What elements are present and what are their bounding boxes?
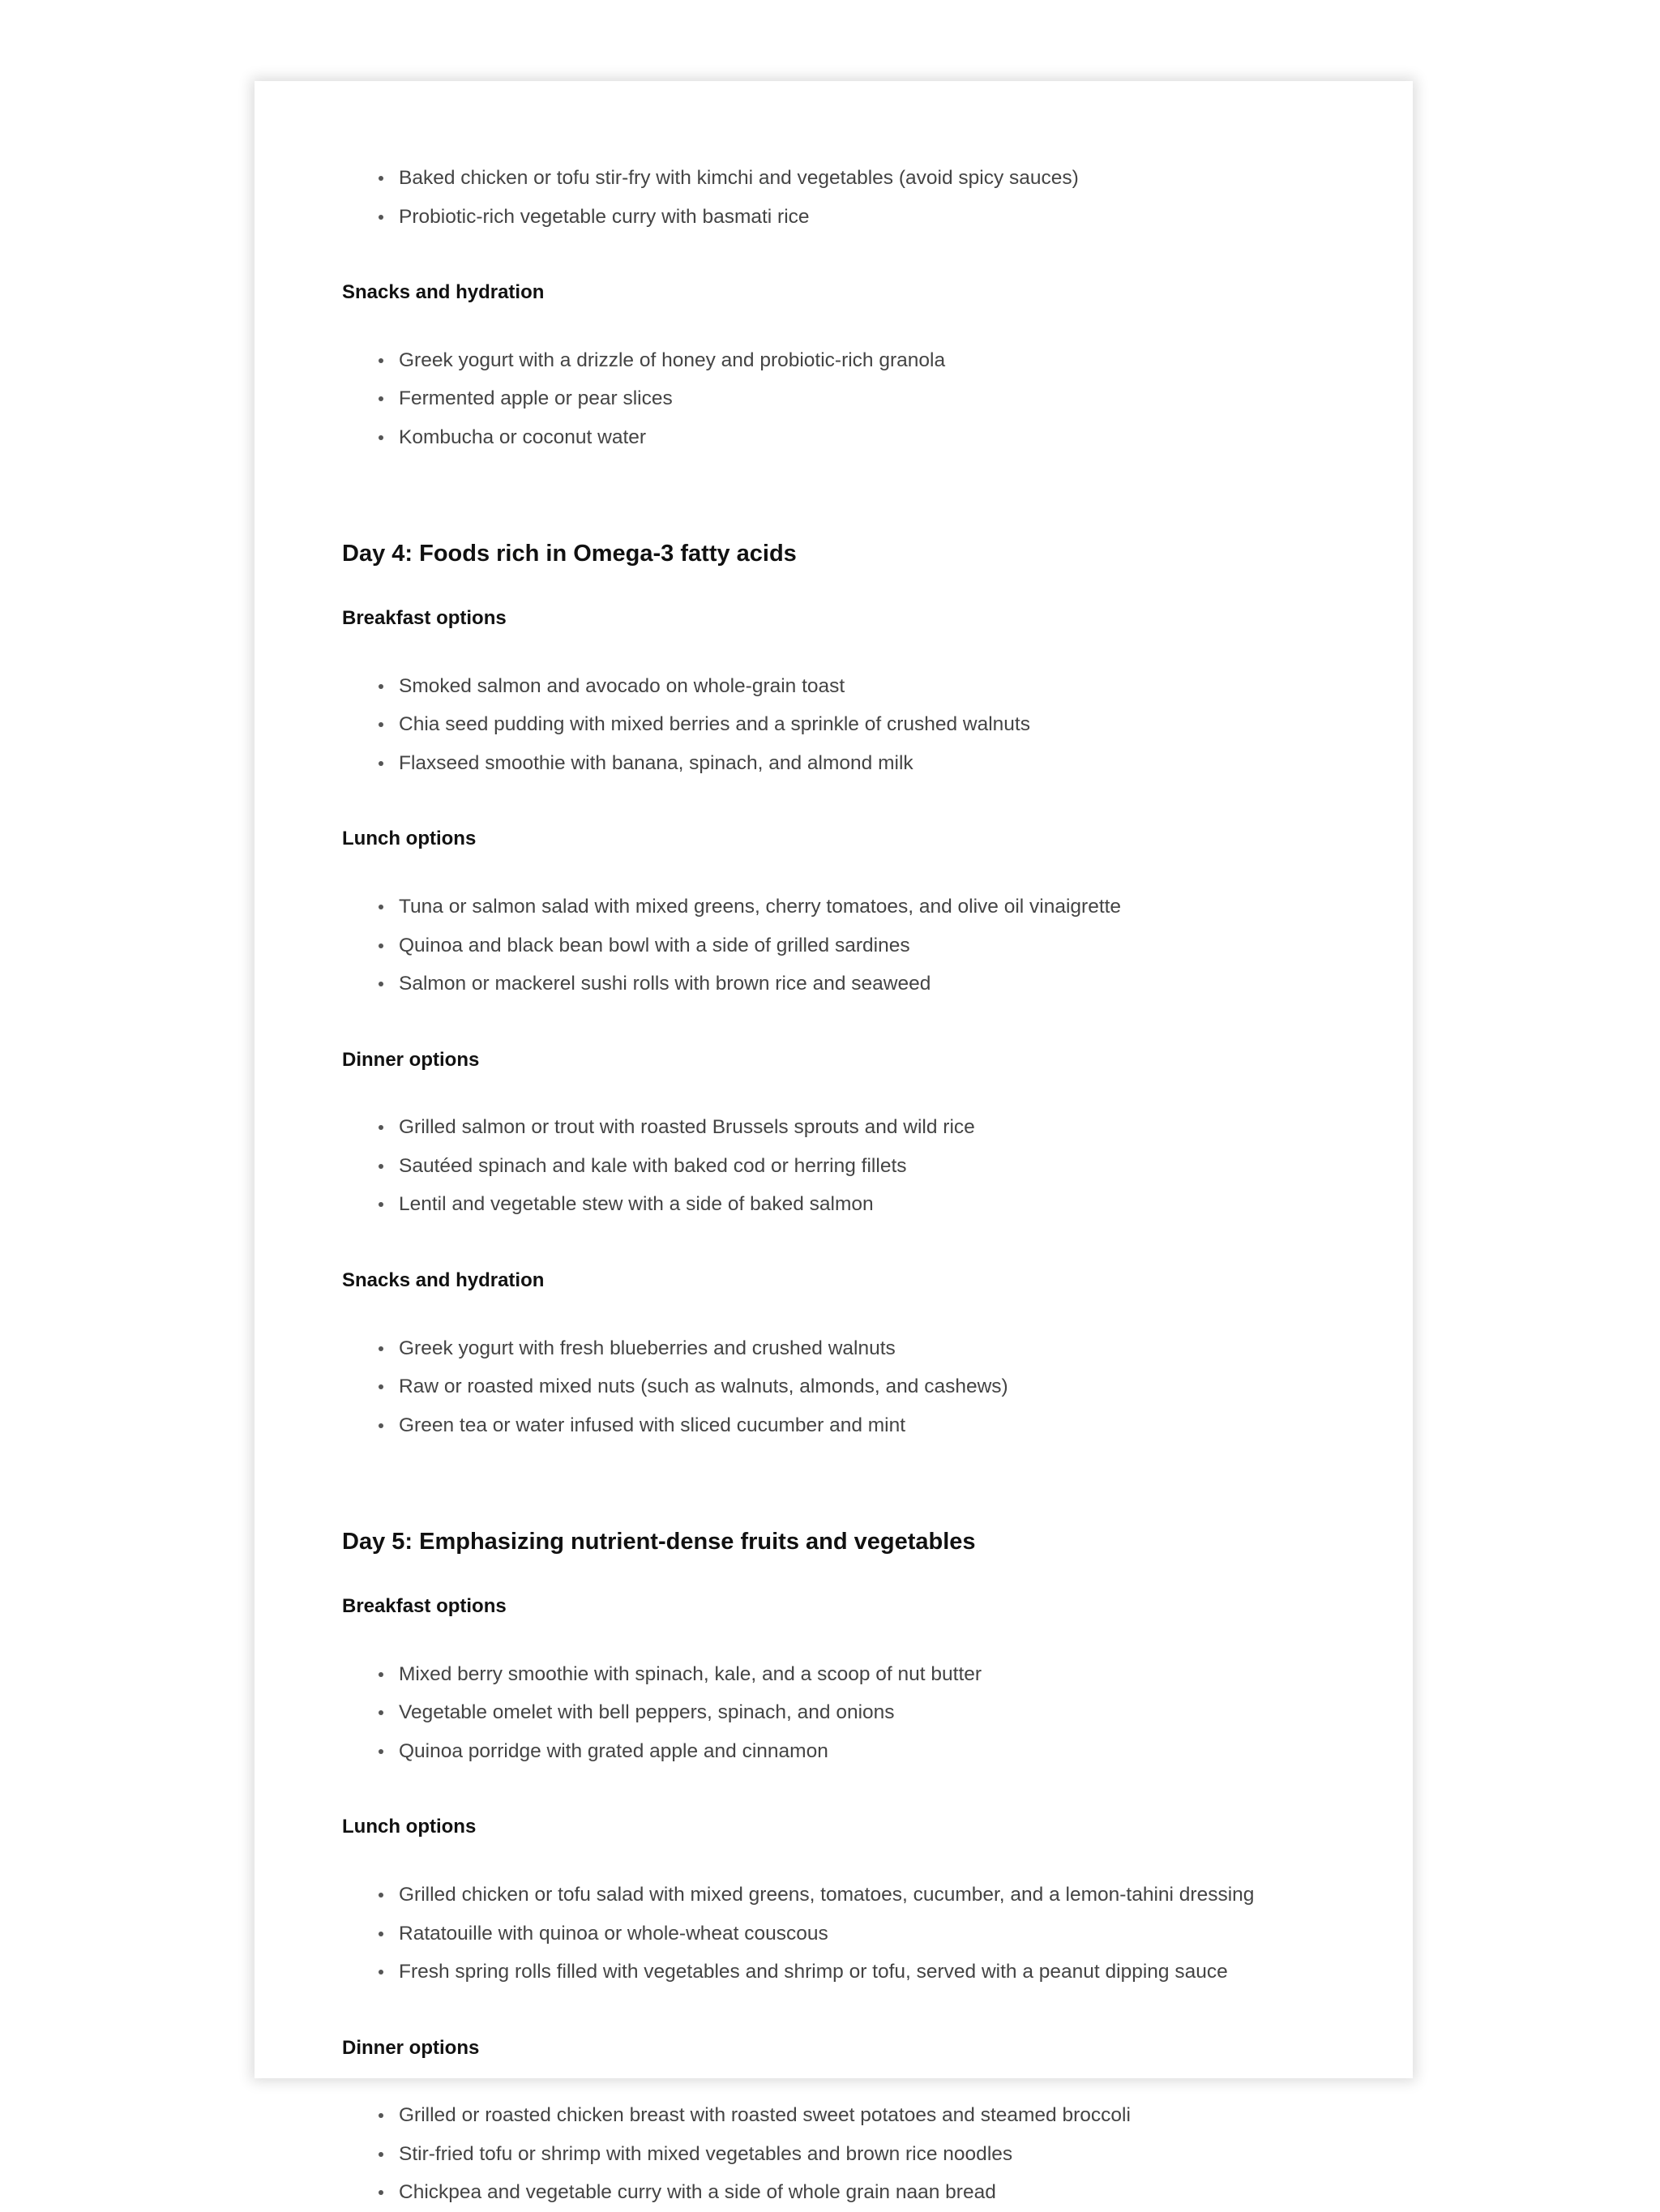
list-item: Fresh spring rolls filled with vegetables and shrimp or tofu, served with a peanut dipping sauce — [342, 1953, 1332, 1992]
day4-breakfast-list — [342, 667, 1332, 783]
list-item: Sautéed spinach and kale with baked cod or herring fillets — [342, 1147, 1332, 1186]
list-item: Smoked salmon and avocado on whole-grain toast — [342, 667, 1332, 706]
list-item: Salmon or mackerel sushi rolls with brown rice and seaweed — [342, 965, 1332, 1003]
section-title: Breakfast options — [342, 1595, 507, 1618]
list-item: Quinoa and black bean bowl with a side of grilled sardines — [342, 926, 1332, 965]
day4-block — [342, 540, 1332, 1444]
list-item: Green tea or water infused with sliced cucumber and mint — [342, 1406, 1332, 1445]
day-title: Day 4: Foods rich in Omega-3 fatty acids — [342, 541, 797, 567]
list-item: Quinoa porridge with grated apple and cinnamon — [342, 1732, 1332, 1771]
list-item: Greek yogurt with a drizzle of honey and probiotic-rich granola — [342, 341, 1332, 380]
list-item: Chia seed pudding with mixed berries and a sprinkle of crushed walnuts — [342, 705, 1332, 744]
day5-breakfast-list — [342, 1655, 1332, 1771]
section-title: Dinner options — [342, 1048, 480, 1071]
day5-block — [342, 1528, 1332, 2212]
list-item: Flaxseed smoothie with banana, spinach, and almond milk — [342, 744, 1332, 783]
list-item: Tuna or salmon salad with mixed greens, cherry tomatoes, and olive oil vinaigrette — [342, 888, 1332, 926]
list-item: Fermented apple or pear slices — [342, 379, 1332, 418]
day4-snacks-list — [342, 1329, 1332, 1445]
day-title: Day 5: Emphasizing nutrient-dense fruits and vegetables — [342, 1529, 976, 1555]
section-title: Snacks and hydration — [342, 281, 545, 303]
list-item: Kombucha or coconut water — [342, 418, 1332, 457]
day5-dinner-list — [342, 2096, 1332, 2212]
day4-dinner-list — [342, 1108, 1332, 1224]
section-title: Dinner options — [342, 2036, 480, 2059]
day4-lunch-list — [342, 888, 1332, 1003]
day3-dinner-list — [342, 81, 1332, 236]
list-item: Stir-fried tofu or shrimp with mixed vegetables and brown rice noodles — [342, 2135, 1332, 2174]
section-title: Snacks and hydration — [342, 1269, 545, 1291]
list-item: Ratatouille with quinoa or whole-wheat couscous — [342, 1915, 1332, 1953]
list-item: Chickpea and vegetable curry with a side of whole grain naan bread — [342, 2173, 1332, 2212]
list-item: Raw or roasted mixed nuts (such as walnuts, almonds, and cashews) — [342, 1367, 1332, 1406]
list-item: Greek yogurt with fresh blueberries and crushed walnuts — [342, 1329, 1332, 1368]
section-title: Lunch options — [342, 828, 477, 850]
list-item: Baked chicken or tofu stir-fry with kimchi and vegetables (avoid spicy sauces) — [342, 159, 1332, 198]
list-item: Probiotic-rich vegetable curry with basmati rice — [342, 198, 1332, 237]
list-item: Lentil and vegetable stew with a side of baked salmon — [342, 1185, 1332, 1224]
list-item: Grilled salmon or trout with roasted Brussels sprouts and wild rice — [342, 1108, 1332, 1147]
day3-snacks-list — [342, 341, 1332, 457]
section-title: Lunch options — [342, 1816, 477, 1838]
document-page — [255, 81, 1413, 2204]
list-item: Mixed berry smoothie with spinach, kale, and a scoop of nut butter — [342, 1655, 1332, 1694]
day5-lunch-list — [342, 1876, 1332, 1992]
list-item: Vegetable omelet with bell peppers, spinach, and onions — [342, 1693, 1332, 1732]
list-item: Grilled or roasted chicken breast with roasted sweet potatoes and steamed broccoli — [342, 2096, 1332, 2135]
list-item: Grilled chicken or tofu salad with mixed greens, tomatoes, cucumber, and a lemon-tahini dressing — [342, 1876, 1332, 1915]
section-title: Breakfast options — [342, 607, 507, 630]
